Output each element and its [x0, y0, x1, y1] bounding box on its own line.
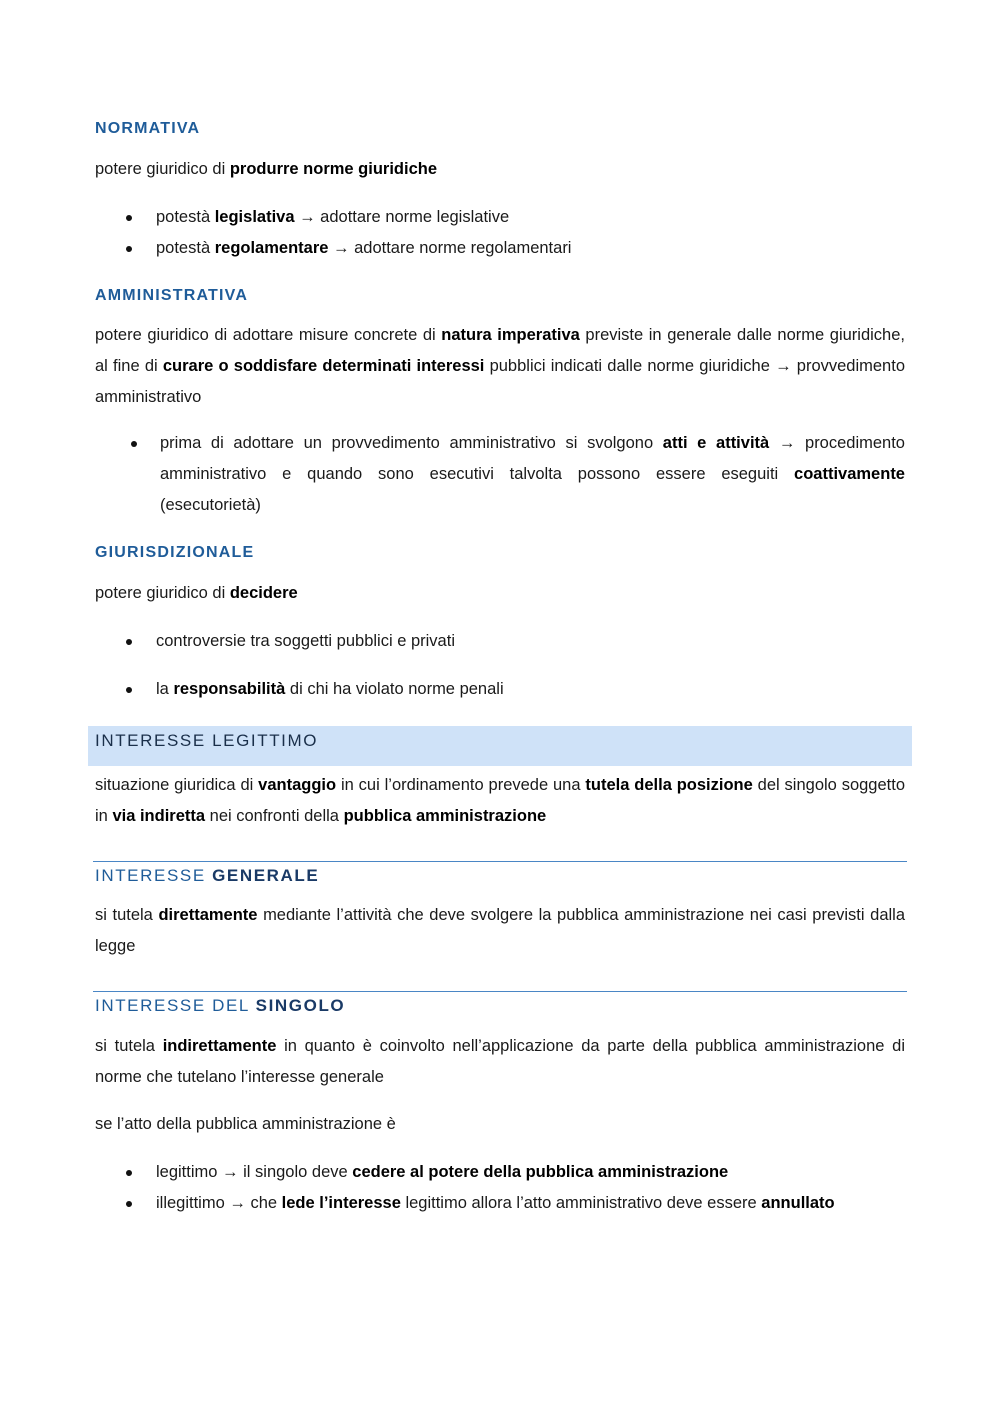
- text-normal: legittimo → il singolo deve: [156, 1163, 353, 1181]
- text-normal: potere giuridico di: [95, 584, 230, 602]
- heading-giurisdizionale: GIURISDIZIONALE: [95, 544, 255, 561]
- text-normal: → procedimento amministrativo e quando sono esecutivi talvolta possono essere eseguiti: [160, 434, 905, 483]
- text-normal: si tutela: [95, 1037, 163, 1055]
- text-normal: prima di adottare un provvedimento amministrativo si svolgono: [160, 434, 663, 452]
- text-bold: atti e attività: [662, 434, 770, 452]
- text-bold: SINGOLO: [255, 996, 346, 1015]
- text-normal: previste in generale dalle norme giuridiche, al fine di: [95, 326, 905, 375]
- text-bold: via indiretta: [112, 807, 206, 825]
- text-normal: si tutela: [95, 906, 159, 924]
- text-bold: responsabilità: [173, 680, 286, 698]
- heading-interesse-singolo: [95, 996, 345, 1016]
- bullet-dot: [126, 687, 132, 693]
- heading-normativa: NORMATIVA: [95, 120, 201, 137]
- text-bold: regolamentare: [214, 239, 329, 257]
- bullet-dot: [126, 1170, 132, 1176]
- text-bold: natura imperativa: [441, 326, 580, 344]
- text-normal: potestà: [156, 239, 215, 257]
- list-item: [156, 674, 504, 705]
- paragraph-interesse-legittimo: [95, 770, 905, 832]
- bullet-dot: [131, 441, 137, 447]
- paragraph-interesse-generale: [95, 900, 905, 962]
- paragraph-atto: se l’atto della pubblica amministrazione è: [95, 1115, 396, 1133]
- text-normal: INTERESSE: [95, 866, 213, 885]
- text-normal: illegittimo → che: [156, 1194, 282, 1212]
- text-bold: indirettamente: [162, 1037, 277, 1055]
- text-bold: coattivamente: [794, 465, 905, 483]
- text-normal: nei confronti della: [205, 807, 344, 825]
- heading-amministrativa: AMMINISTRATIVA: [95, 287, 249, 304]
- text-normal: in cui l’ordinamento prevede una: [336, 776, 586, 794]
- text-bold: tutela della posizione: [585, 776, 753, 794]
- paragraph-interesse-singolo: [95, 1031, 905, 1093]
- text-normal: mediante l’attività che deve svolgere la pubblica amministrazione nei casi previsti dalla legge: [95, 906, 906, 955]
- list-item: [156, 202, 509, 233]
- text-normal: di chi ha violato norme penali: [285, 680, 504, 698]
- text-normal: → adottare norme legislative: [294, 208, 510, 226]
- list-item: [156, 1188, 905, 1219]
- list-item: [160, 428, 905, 521]
- text-normal: pubblici indicati dalle norme giuridiche → provvedimento amministrativo: [95, 357, 905, 406]
- text-normal: potere giuridico di: [95, 160, 230, 178]
- text-bold: pubblica amministrazione: [343, 807, 547, 825]
- text-bold: GENERALE: [212, 866, 320, 885]
- list-item: controversie tra soggetti pubblici e privati: [156, 632, 455, 650]
- text-bold: vantaggio: [258, 776, 337, 794]
- text-normal: legittimo allora l’atto amministrativo deve essere: [400, 1194, 762, 1212]
- text-bold: decidere: [229, 584, 298, 602]
- list-item: [156, 1157, 728, 1188]
- text-bold: cedere al potere della pubblica amministrazione: [352, 1163, 729, 1181]
- text-normal: potestà: [156, 208, 215, 226]
- bullet-dot: [126, 246, 132, 252]
- divider-line: [93, 991, 907, 992]
- text-bold: curare o soddisfare determinati interessi: [162, 357, 485, 375]
- text-normal: potere giuridico di adottare misure concrete di: [95, 326, 442, 344]
- bullet-dot: [126, 639, 132, 645]
- text-bold: annullato: [761, 1194, 835, 1212]
- paragraph-giurisdizionale: [95, 578, 905, 609]
- text-normal: INTERESSE DEL: [95, 996, 256, 1015]
- text-normal: in quanto è coinvolto nell’applicazione da parte della pubblica amministrazione di norme che tutelano l’interesse generale: [95, 1037, 906, 1086]
- text-bold: direttamente: [158, 906, 258, 924]
- text-bold: produrre norme giuridiche: [229, 160, 438, 178]
- divider-line: [93, 861, 907, 862]
- text-normal: situazione giuridica di: [95, 776, 259, 794]
- text-bold: lede l’interesse: [281, 1194, 401, 1212]
- paragraph-normativa: [95, 154, 905, 185]
- text-normal: del singolo soggetto in: [95, 776, 905, 825]
- bullet-dot: [126, 215, 132, 221]
- heading-interesse-legittimo: INTERESSE LEGITTIMO: [95, 731, 319, 750]
- bullet-dot: [126, 1201, 132, 1207]
- list-item: [156, 233, 571, 264]
- text-normal: (esecutorietà): [160, 496, 261, 514]
- paragraph-amministrativa: [95, 320, 905, 413]
- text-bold: legislativa: [214, 208, 295, 226]
- heading-interesse-generale: [95, 866, 319, 886]
- text-normal: → adottare norme regolamentari: [328, 239, 572, 257]
- text-normal: la: [156, 680, 174, 698]
